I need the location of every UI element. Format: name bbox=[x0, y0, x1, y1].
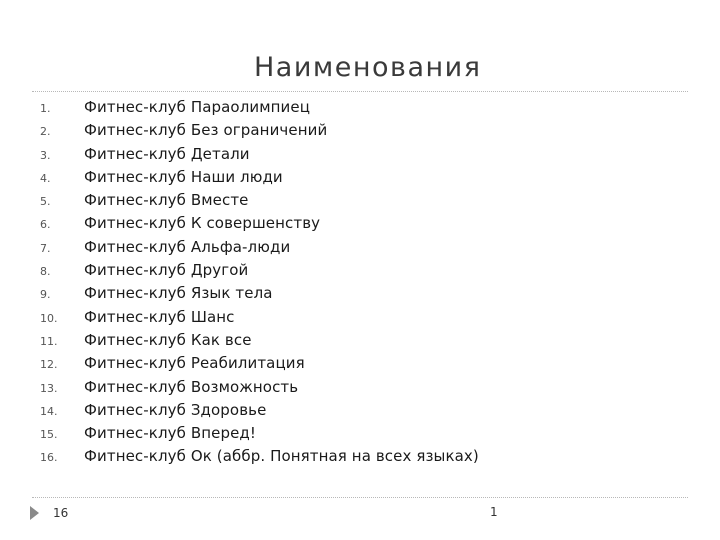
footer-left bbox=[30, 505, 68, 521]
list-item-text: Фитнес-клуб Другой bbox=[84, 261, 249, 280]
list-item-number: 12. bbox=[40, 358, 58, 372]
list-item-text: Фитнес-клуб Вместе bbox=[84, 191, 249, 210]
list-item-number: 5. bbox=[40, 195, 51, 209]
list-item-number: 13. bbox=[40, 381, 58, 395]
list-item-text: Фитнес-клуб К совершенству bbox=[84, 214, 321, 233]
list-item-number: 6. bbox=[40, 218, 51, 232]
list-item-number: 4. bbox=[40, 171, 51, 185]
list-item-number: 14. bbox=[40, 404, 58, 418]
list-item-text: Фитнес-клуб Детали bbox=[84, 144, 250, 163]
list-item-number: 16. bbox=[40, 451, 58, 465]
list-item-text: Фитнес-клуб Параолимпиец bbox=[84, 98, 311, 116]
list-item-text: Фитнес-клуб Альфа-люди bbox=[84, 237, 291, 256]
list-item-text: Фитнес-клуб Наши люди bbox=[84, 167, 283, 186]
list-item-number: 9. bbox=[40, 288, 51, 302]
footer-page-number: 1 bbox=[490, 505, 498, 519]
list-item-number: 15. bbox=[40, 428, 58, 442]
list-item-number: 11. bbox=[40, 334, 58, 348]
list-item-number: 3. bbox=[40, 148, 51, 162]
list-item-text: Фитнес-клуб Вперед! bbox=[84, 424, 256, 443]
list-item-number: 1. bbox=[40, 102, 51, 115]
list-item-text: Фитнес-клуб Возможность bbox=[84, 377, 299, 396]
list-item-text: Фитнес-клуб Без ограничений bbox=[84, 121, 328, 140]
list-item-text: Фитнес-клуб Как все bbox=[84, 330, 252, 349]
list-item-text: Фитнес-клуб Шанс bbox=[84, 307, 235, 326]
triangle-right-icon bbox=[30, 506, 39, 520]
list-item-text: Фитнес-клуб Реабилитация bbox=[84, 354, 305, 373]
title-divider bbox=[32, 91, 688, 92]
footer-divider bbox=[32, 497, 688, 498]
footer-slide-count: 16 bbox=[53, 506, 69, 520]
list-item-number: 2. bbox=[40, 125, 51, 139]
list-item-text: Фитнес-клуб Ок (аббр. Понятная на всех языках) bbox=[84, 447, 479, 466]
list-item-number: 8. bbox=[40, 265, 51, 279]
list-item-text: Фитнес-клуб Здоровье bbox=[84, 400, 267, 419]
list-item-number: 10. bbox=[40, 311, 58, 325]
list-item-number: 7. bbox=[40, 241, 51, 255]
list-item-text: Фитнес-клуб Язык тела bbox=[84, 284, 273, 303]
slide-title: Наименования bbox=[254, 52, 482, 83]
